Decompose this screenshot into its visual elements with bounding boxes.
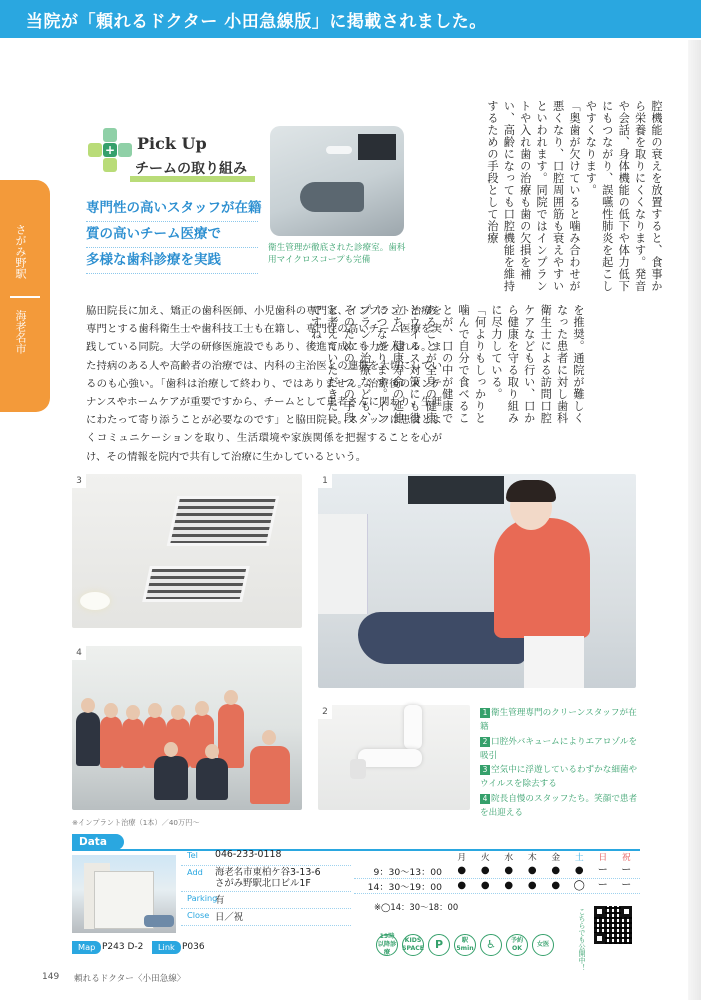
price-note: ※インプラント治療（1本）／40万円～: [72, 818, 200, 827]
vacuum-nozzle-shape: [350, 759, 366, 779]
day-header: 祝: [621, 852, 631, 863]
hours-time: 9：30～13：00: [373, 867, 442, 878]
staff-head: [224, 690, 238, 705]
evening-hours-icon: 19時以降診療: [377, 933, 397, 956]
photo-number: 2: [318, 705, 332, 719]
closed-value: 日／祝: [215, 912, 244, 923]
photo-number: 1: [318, 474, 332, 488]
area-tab: [0, 180, 50, 412]
vertical-paragraph: 腔機能の衰えを放置すると、食事から栄養を取りにくくなります。発音や会話、身体機能の低下や体力低下にもつながり、誤嚥性肺炎を起こしやすくなります。: [584, 100, 663, 292]
vacuum-arm-shape: [404, 705, 422, 749]
kids-space-icon: KIDS SPACE: [402, 934, 424, 956]
clinic-room-photo: [270, 126, 404, 236]
address-line: さがみ野駅北口ビル1F: [215, 878, 311, 889]
hours-cell: ー: [621, 880, 632, 891]
info-address: [181, 866, 351, 892]
vent-shape: [167, 496, 280, 546]
hours-cell: ●: [457, 880, 467, 891]
tab-divider: [10, 296, 40, 298]
staff-pants: [524, 636, 584, 688]
cabinet-shape: [318, 514, 368, 614]
station-label: さがみ野駅: [14, 224, 27, 279]
car-shape: [144, 915, 174, 927]
lamp-shape: [326, 146, 352, 154]
photo-number: 4: [72, 646, 86, 660]
map-reference: P243 D-2: [102, 942, 144, 952]
hours-cell: ●: [551, 880, 561, 891]
photo-number: 3: [72, 474, 86, 488]
hours-time: 14：30～19：00: [367, 882, 442, 893]
hours-row: [354, 864, 640, 879]
staff-head: [171, 705, 185, 720]
building-photo: [72, 855, 176, 933]
ceiling-light-shape: [80, 592, 110, 610]
day-header: 火: [480, 852, 490, 863]
day-header: 水: [504, 852, 514, 863]
header-banner: [0, 0, 701, 38]
staff-figure: [122, 718, 144, 768]
address-value: [215, 867, 321, 889]
pickup-badge-icon: +: [88, 128, 132, 172]
staff-figure: [196, 758, 228, 800]
hours-cell: ー: [597, 865, 608, 876]
hours-cell: ●: [480, 880, 490, 891]
address-line: 海老名市東柏ケ谷3-13-6: [215, 867, 321, 878]
page-number: 149: [42, 972, 60, 982]
day-header: 月: [457, 852, 467, 863]
staff-figure: [76, 712, 100, 766]
staff-head: [81, 698, 95, 713]
female-doctor-icon: 女医: [532, 934, 554, 956]
monitor-shape: [408, 476, 504, 504]
info-parking: [181, 892, 351, 909]
caption-item: 3 空気中に浮遊しているわずかな細菌やウイルスを除去する: [480, 765, 638, 790]
station-walk-icon: 駅5min: [454, 934, 476, 956]
qr-code-icon[interactable]: [594, 906, 632, 944]
staff-head: [148, 703, 162, 718]
qr-label: こちらでも公開中！: [578, 908, 586, 971]
hours-cell: ●: [574, 865, 584, 876]
photo-air-purifier: [72, 474, 302, 628]
hours-row: [354, 879, 640, 894]
info-tel: [181, 849, 351, 866]
vertical-article-upper: [452, 100, 664, 300]
page-title: 当院が「頼れるドクター 小田急線版」に掲載されました。: [26, 12, 487, 32]
staff-head: [195, 701, 209, 716]
day-header: 金: [551, 852, 561, 863]
monitor-shape: [358, 134, 396, 160]
hours-note: ※◯14：30～18：00: [374, 902, 459, 912]
hours-cell: ●: [504, 880, 514, 891]
link-reference: P036: [182, 942, 205, 952]
hours-cell: ◯: [573, 880, 585, 891]
hours-cell: ●: [480, 865, 490, 876]
staff-figure: [250, 746, 290, 804]
staff-figure: [494, 518, 590, 638]
photo-extraoral-vacuum: [318, 705, 470, 810]
caption-item: 1 衛生管理専門のクリーンスタッフが在籍: [480, 708, 637, 733]
hours-cell: ー: [621, 865, 632, 876]
pickup-title: Pick Up: [137, 134, 207, 153]
staff-figure: [154, 756, 188, 800]
hours-cell: ●: [457, 865, 467, 876]
info-label: Add: [187, 867, 203, 877]
map-tag: Map: [72, 941, 101, 954]
vertical-article-lower: [309, 304, 586, 434]
vacuum-arm-shape: [358, 749, 422, 767]
hours-table: [354, 850, 640, 894]
hours-cell: ●: [504, 865, 514, 876]
hours-cell: ー: [597, 880, 608, 891]
day-header: 日: [598, 852, 608, 863]
hours-header: [354, 850, 640, 862]
lead-line: 質の高いチーム医療で: [86, 222, 258, 248]
info-label: Tel: [187, 850, 198, 860]
info-closed: [181, 909, 351, 926]
qr-finder: [594, 906, 605, 917]
vertical-paragraph: 「何よりもしっかりと噛んで自分で食べることが、口の中が健康であることが全身の健康とウイルス対策にも役立ち、健康寿命の延伸につながります。インプラント治療なども、そのための一つの手段と考えていただきたいですね」: [309, 304, 487, 424]
staff-head: [104, 703, 118, 718]
feature-icons: [376, 934, 554, 958]
link-tag: Link: [152, 941, 181, 954]
photo-captions: [480, 706, 640, 820]
photo-staff-group: [72, 646, 302, 810]
clinic-room-caption: 衛生管理が徹底された診療室。歯科用マイクロスコープも完備: [268, 243, 406, 265]
vertical-paragraph: を推奨。通院が難しくなった患者に対し歯科衛生士による訪問口腔ケアなども行い、口から健康を守る取り組みに尽力している。: [489, 304, 585, 424]
caption-item: 2 口腔外バキュームによりエアロゾルを吸引: [480, 736, 638, 761]
city-label: 海老名市: [14, 310, 27, 354]
data-heading: Data: [72, 834, 124, 850]
lead-line: 専門性の高いスタッフが在籍: [86, 196, 258, 222]
phone-number[interactable]: 046-233-0118: [215, 849, 282, 860]
qr-finder: [594, 933, 605, 944]
lead-heading: [86, 196, 262, 274]
staff-figure: [100, 716, 122, 768]
staff-head: [164, 742, 178, 757]
hours-cell: ●: [551, 865, 561, 876]
parking-value: 有: [215, 895, 225, 906]
page-edge: [688, 40, 701, 1000]
hours-cell: ●: [527, 880, 537, 891]
staff-hair: [506, 480, 556, 502]
photo-clean-staff: [318, 474, 636, 688]
day-header: 土: [574, 852, 584, 863]
day-header: 木: [527, 852, 537, 863]
staff-head: [126, 705, 140, 720]
parking-icon: P: [428, 934, 450, 956]
caption-item: 4 院長自慢のスタッフたち。笑顔で患者を出迎える: [480, 793, 638, 819]
lead-line: 多様な歯科診療を実践: [86, 248, 258, 274]
info-label: Parking: [187, 893, 218, 903]
wheelchair-icon: ♿: [480, 934, 502, 956]
reservation-icon: 予約OK: [506, 934, 528, 956]
pickup-subtitle: チームの取り組み: [135, 161, 247, 177]
vertical-paragraph: 「奥歯が欠けていると噛み合わせが悪くなり、口腔周囲筋も衰えやすいといわれます。同院ではインプラントや入れ歯の治療も歯の欠損を補い、高齢になっても口腔機能を維持するための手段として治療: [485, 100, 581, 292]
staff-head: [262, 730, 276, 745]
hours-cell: ●: [527, 865, 537, 876]
info-label: Close: [187, 910, 210, 920]
vent-shape: [142, 566, 250, 602]
qr-finder: [621, 906, 632, 917]
staff-head: [205, 744, 219, 759]
article-body: 脇田院長に加え、矯正の歯科医師、小児歯科の専門家、インプラント治療を専門とする歯科衛生士や歯科技工士も在籍し、専門性の高いチーム医療を実践している同院。大学の研修医施設でもあり、後進育成にも力を入れる。また持病のある人や高齢者の治療では、内科の主治医との連携を大切にしているのも心強い。「歯科は治療して終わり、ではありません。治療後のメンテナンスやホームケアが重要ですから、チームとして患者さんに関わり、生涯にわたって寄り添うことが必要なのです」と脇田院長。スタッフは患者とよくコミュニケーションを取り、生活環境や家族関係を把握することを心がけ、その情報を院内で共有して治療に生かしているという。: [86, 305, 442, 463]
publication-title: 頼れるドクター〈小田急線〉: [74, 974, 186, 984]
dental-chair-shape: [300, 182, 364, 212]
